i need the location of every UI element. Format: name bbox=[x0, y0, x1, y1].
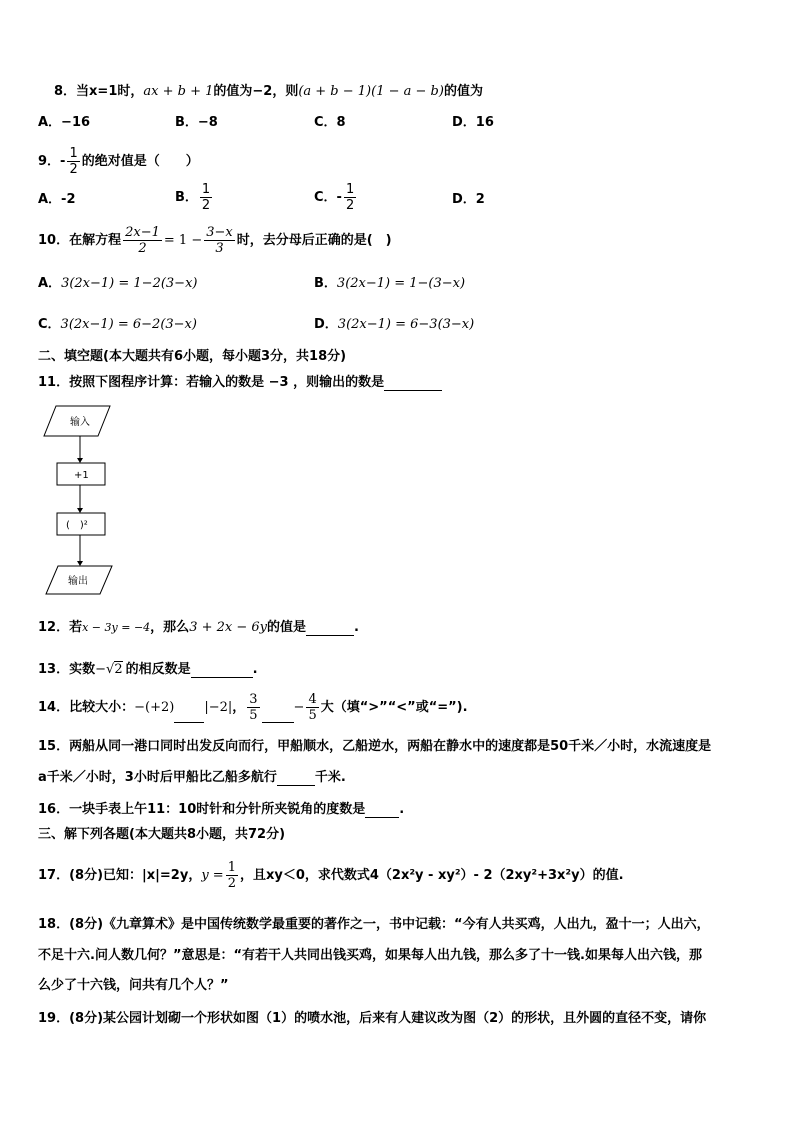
q17-f-num: 1 bbox=[227, 860, 236, 875]
q16-line bbox=[38, 802, 404, 818]
q19-line1: 19．(8分)某公园计划砌一个形状如图（1）的喷水池，后来有人建议改为图（2）的形状，且外圆的直径不变，请你 bbox=[38, 1011, 707, 1026]
q14-f1-den: 5 bbox=[249, 708, 258, 723]
q13-radicand: 2 bbox=[114, 662, 123, 677]
q12-line bbox=[38, 620, 359, 636]
q10-option-a bbox=[38, 276, 197, 292]
q9-option-a: A．-2 bbox=[38, 192, 76, 207]
q9-c-num: 1 bbox=[345, 182, 355, 197]
q13-suffix: 的相反数是 bbox=[125, 662, 191, 677]
q10-f1-den: 2 bbox=[138, 241, 147, 256]
flow-output-label: 输出 bbox=[68, 576, 88, 587]
q15-line1: 15．两船从同一港口同时出发反向而行，甲船顺水，乙船逆水，两船在静水中的速度都是50千米／小时，水流速度是 bbox=[38, 739, 712, 754]
q10-d-label: D． bbox=[314, 317, 338, 332]
flow-input-label: 输入 bbox=[70, 417, 90, 428]
q18-line3: 么少了十六钱，问共有几个人？” bbox=[38, 978, 229, 993]
q10-line bbox=[38, 225, 392, 256]
q14-f2-den: 5 bbox=[308, 708, 317, 723]
q17-y: y = bbox=[201, 868, 224, 883]
q14-suffix: 大（填“>”“<”或“=”). bbox=[320, 700, 468, 715]
q17-line bbox=[38, 860, 624, 891]
q10-option-c bbox=[38, 317, 197, 333]
q9-option-b-label: B． bbox=[175, 190, 198, 205]
q9-option-d: D．2 bbox=[452, 192, 485, 207]
q10-eq: = 1 − bbox=[163, 233, 203, 248]
q15-answer-blank bbox=[277, 772, 315, 786]
q10-option-b bbox=[314, 276, 465, 292]
q18-line2: 不足十六.问人数几何？”意思是：“有若干人共同出钱买鸡，如果每人出九钱，那么多了十一钱.如果每人出六钱，那 bbox=[38, 948, 702, 963]
q12-expr2: 3 + 2x − 6y bbox=[189, 620, 267, 635]
q8-line bbox=[54, 84, 483, 100]
q12-expr1: x − 3y = −4 bbox=[82, 621, 151, 634]
q11-line bbox=[38, 375, 442, 391]
q9-line bbox=[38, 146, 199, 177]
q10-f2-den: 3 bbox=[215, 241, 224, 256]
q15-line2-suf: 千米. bbox=[314, 770, 346, 785]
q8-option-b: B．−8 bbox=[175, 115, 218, 130]
q14-blank1 bbox=[174, 709, 204, 723]
q9-c-den: 2 bbox=[345, 198, 355, 213]
section-heading-problems: 三、解下列各题(本大题共8小题，共72分) bbox=[38, 827, 286, 842]
q9-neg: - bbox=[60, 154, 66, 169]
q9-fraction bbox=[67, 146, 79, 177]
q17-mid: ，且xy＜0，求代数式4（2x²y - xy²）- 2（2xy²+3x²y）的值. bbox=[239, 868, 624, 883]
q12-answer-blank bbox=[306, 622, 354, 636]
q15-line2-pre: a千米／小时，3小时后甲船比乙船多航行 bbox=[38, 770, 277, 785]
flow-step2-label: ( )² bbox=[66, 520, 88, 531]
q13-num: 13． bbox=[38, 662, 70, 677]
q8-suffix: 的值为 bbox=[443, 84, 483, 99]
q13-end: . bbox=[252, 662, 258, 677]
q8-mid: 的值为−2，则 bbox=[213, 84, 299, 99]
q14-neg: − bbox=[293, 700, 305, 715]
q11-flowchart bbox=[40, 404, 140, 604]
q10-suffix: 时，去分母后正确的是( ) bbox=[236, 233, 392, 248]
q10-a-label: A． bbox=[38, 276, 62, 291]
q11-text: 11．按照下图程序计算：若输入的数是 −3 ，则输出的数是 bbox=[38, 375, 385, 390]
q16-end: . bbox=[399, 802, 405, 817]
q10-c-label: C． bbox=[38, 317, 61, 332]
q16-answer-blank bbox=[365, 804, 399, 818]
q12-mid: ，那么 bbox=[150, 620, 190, 635]
q14-frac2 bbox=[306, 692, 318, 723]
q10-d-expr: 3(2x−1) = 6−3(3−x) bbox=[337, 317, 475, 332]
q10-f1-num: 2x−1 bbox=[125, 225, 160, 240]
q8-expr2: (a + b − 1)(1 − a − b) bbox=[298, 84, 444, 99]
q10-b-label: B． bbox=[314, 276, 337, 291]
flow-arrowhead-1 bbox=[77, 458, 83, 463]
q8-expr1: ax + b + 1 bbox=[143, 84, 214, 99]
q13-sqrt-symbol: √ bbox=[106, 662, 115, 677]
q9-text: 的绝对值是（ ） bbox=[81, 154, 199, 169]
q10-c-expr: 3(2x−1) = 6−2(3−x) bbox=[60, 317, 197, 332]
q14-expr1: −(+2) bbox=[134, 700, 175, 715]
q9-option-c-frac bbox=[344, 182, 356, 213]
q8-option-a: A．−16 bbox=[38, 115, 91, 130]
q10-option-d bbox=[314, 317, 474, 333]
q14-line bbox=[38, 692, 468, 723]
q15-line2 bbox=[38, 770, 346, 786]
q13-neg: − bbox=[95, 662, 107, 677]
q14-expr2: |−2| bbox=[204, 700, 233, 715]
q9-frac-den: 2 bbox=[69, 162, 78, 177]
q17-frac bbox=[226, 860, 238, 891]
q14-blank2 bbox=[262, 709, 294, 723]
q9-option-c bbox=[314, 182, 358, 213]
q10-prefix: 在解方程 bbox=[69, 233, 122, 248]
q16-text: 16．一块手表上午11：10时针和分针所夹锐角的度数是 bbox=[38, 802, 366, 817]
q11-answer-blank bbox=[384, 377, 442, 391]
q14-sep: ， bbox=[232, 700, 246, 715]
q18-line1: 18．(8分)《九章算术》是中国传统数学最重要的著作之一，书中记载：“今有人共买鸡，人出九，盈十一；人出六， bbox=[38, 917, 710, 932]
q12-pre: 若 bbox=[69, 620, 83, 635]
q8-option-c: C．8 bbox=[314, 115, 346, 130]
q12-end: . bbox=[354, 620, 359, 635]
q12-suffix: 的值是 bbox=[267, 620, 307, 635]
q14-frac1 bbox=[247, 692, 259, 723]
q13-answer-blank bbox=[191, 664, 253, 678]
q9-b-den: 2 bbox=[201, 198, 211, 213]
section-heading-fill-in: 二、填空题(本大题共有6小题，每小题3分，共18分) bbox=[38, 349, 347, 364]
q9-b-num: 1 bbox=[201, 182, 211, 197]
q10-num: 10． bbox=[38, 233, 70, 248]
q8-option-d: D．16 bbox=[452, 115, 494, 130]
q13-line bbox=[38, 662, 258, 678]
flow-arrowhead-2 bbox=[77, 508, 83, 513]
q10-a-expr: 3(2x−1) = 1−2(3−x) bbox=[61, 276, 198, 291]
q13-pre: 实数 bbox=[69, 662, 96, 677]
q14-pre: 比较大小： bbox=[69, 700, 135, 715]
q9-option-c-neg: - bbox=[336, 190, 342, 205]
flow-step1-label: +1 bbox=[74, 470, 89, 481]
q14-f2-num: 4 bbox=[308, 692, 317, 707]
q17-f-den: 2 bbox=[227, 876, 236, 891]
q14-f1-num: 3 bbox=[249, 692, 258, 707]
q17-pre: 17．(8分)已知： bbox=[38, 868, 143, 883]
q9-option-b bbox=[175, 182, 214, 213]
q14-num: 14． bbox=[38, 700, 70, 715]
q10-b-expr: 3(2x−1) = 1−(3−x) bbox=[336, 276, 466, 291]
q10-f2-num: 3−x bbox=[206, 225, 233, 240]
flow-arrowhead-3 bbox=[77, 561, 83, 566]
q10-frac2 bbox=[204, 225, 235, 256]
q8-num: 8． bbox=[54, 84, 77, 99]
q9-option-c-label: C． bbox=[314, 190, 337, 205]
q8-prefix: 当x=1时， bbox=[76, 84, 144, 99]
q9-frac-num: 1 bbox=[69, 146, 78, 161]
q9-num: 9． bbox=[38, 154, 61, 169]
q12-num: 12． bbox=[38, 620, 70, 635]
q17-abs: |x|=2y， bbox=[142, 868, 202, 883]
q10-frac1 bbox=[123, 225, 162, 256]
q9-option-b-frac bbox=[200, 182, 212, 213]
